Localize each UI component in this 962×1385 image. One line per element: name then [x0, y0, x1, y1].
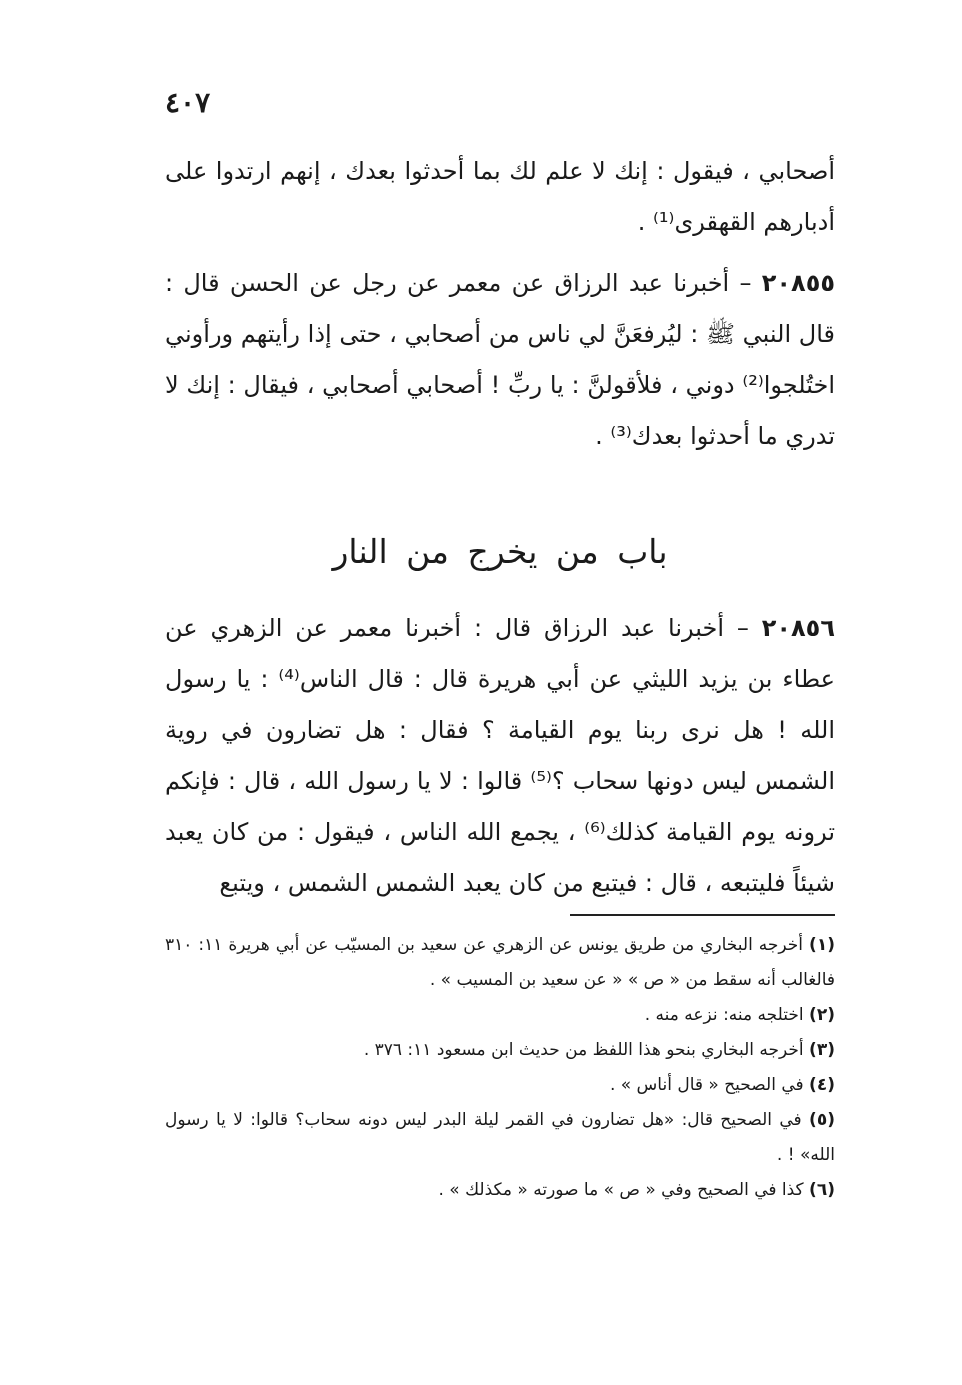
hadith-paragraph — [165, 603, 835, 909]
footnote-3 — [165, 1033, 835, 1068]
footnotes-section — [165, 928, 835, 1208]
hadith-text: – أخبرنا عبد الرزاق قال : أخبرنا معمر عن الزهري عن عطاء بن يزيد الليثي عن أبي هريرة قال : قال الناس⁽⁴⁾ : يا رسول الله ! هل نرى ربنا يوم القيامة ؟ فقال : هل تضارون في روية الشمس ليس دونها سحاب ؟⁽⁵⁾ قالوا : لا يا رسول الله ، قال : فإنكم ترونه يوم القيامة كذلك⁽⁶⁾ ، يجمع الله الناس ، فيقول : من كان يعبد شيئاً فليتبعه ، قال : فيتبع من كان يعبد الشمس الشمس ، ويتبع — [165, 614, 835, 897]
footnote-2 — [165, 998, 835, 1033]
hadith-number: ٢٠٨٥٥ — [761, 269, 835, 297]
footnote-text: في الصحيح « قال أناس » . — [609, 1075, 804, 1095]
footnote-text: أخرجه البخاري من طريق يونس عن الزهري عن سعيد بن المسيّب عن أبي هريرة ١١: ٣١٠ فالغالب أنه سقط من « ص » « عن سعيد بن المسيب » . — [165, 935, 835, 990]
hadith-20855 — [165, 258, 835, 462]
footnote-divider — [570, 914, 835, 916]
page-number: ٤٠٧ — [165, 86, 211, 119]
footnote-text: اختلجه منه: نزعه منه . — [644, 1005, 804, 1025]
footnote-number: (٥) — [809, 1110, 835, 1130]
footnote-text: كذا في الصحيح وفي « ص » ما صورته « مكذلك » . — [438, 1180, 804, 1200]
hadith-paragraph — [165, 258, 835, 462]
footnote-5 — [165, 1103, 835, 1173]
footnote-number: (١) — [809, 935, 835, 955]
footnote-text: أخرجه البخاري بنحو هذا اللفظ من حديث ابن مسعود ١١: ٣٧٦ . — [363, 1040, 804, 1060]
hadith-text: – أخبرنا عبد الرزاق عن معمر عن رجل عن الحسن قال : قال النبي ﷺ : ليُرفعَنَّ لي ناس من أصحابي ، حتى إذا رأيتهم ورأوني اختُلجوا⁽²⁾ دوني ، فلأقولنَّ : يا ربِّ ! أصحابي أصحابي ، فيقال : إنك لا تدري ما أحدثوا بعدك⁽³⁾ . — [165, 269, 835, 450]
footnote-number: (٣) — [809, 1040, 835, 1060]
footnote-6 — [165, 1173, 835, 1208]
hadith-20856 — [165, 603, 835, 909]
footnote-text: في الصحيح قال: «هل تضارون في القمر ليلة البدر ليس دونه سحاب؟ قالوا: لا يا رسول الله» ! . — [165, 1110, 835, 1165]
chapter-title: باب من يخرج من النار — [332, 532, 668, 571]
footnote-number: (٢) — [809, 1005, 835, 1025]
footnote-number: (٦) — [809, 1180, 835, 1200]
footnote-1 — [165, 928, 835, 998]
paragraph-text: أصحابي ، فيقول : إنك لا علم لك بما أحدثوا بعدك ، إنهم ارتدوا على أدبارهم القهقرى⁽¹⁾ . — [165, 157, 835, 236]
footnote-4 — [165, 1068, 835, 1103]
hadith-number: ٢٠٨٥٦ — [761, 614, 835, 642]
footnote-number: (٤) — [809, 1075, 835, 1095]
paragraph-continuation — [165, 146, 835, 248]
